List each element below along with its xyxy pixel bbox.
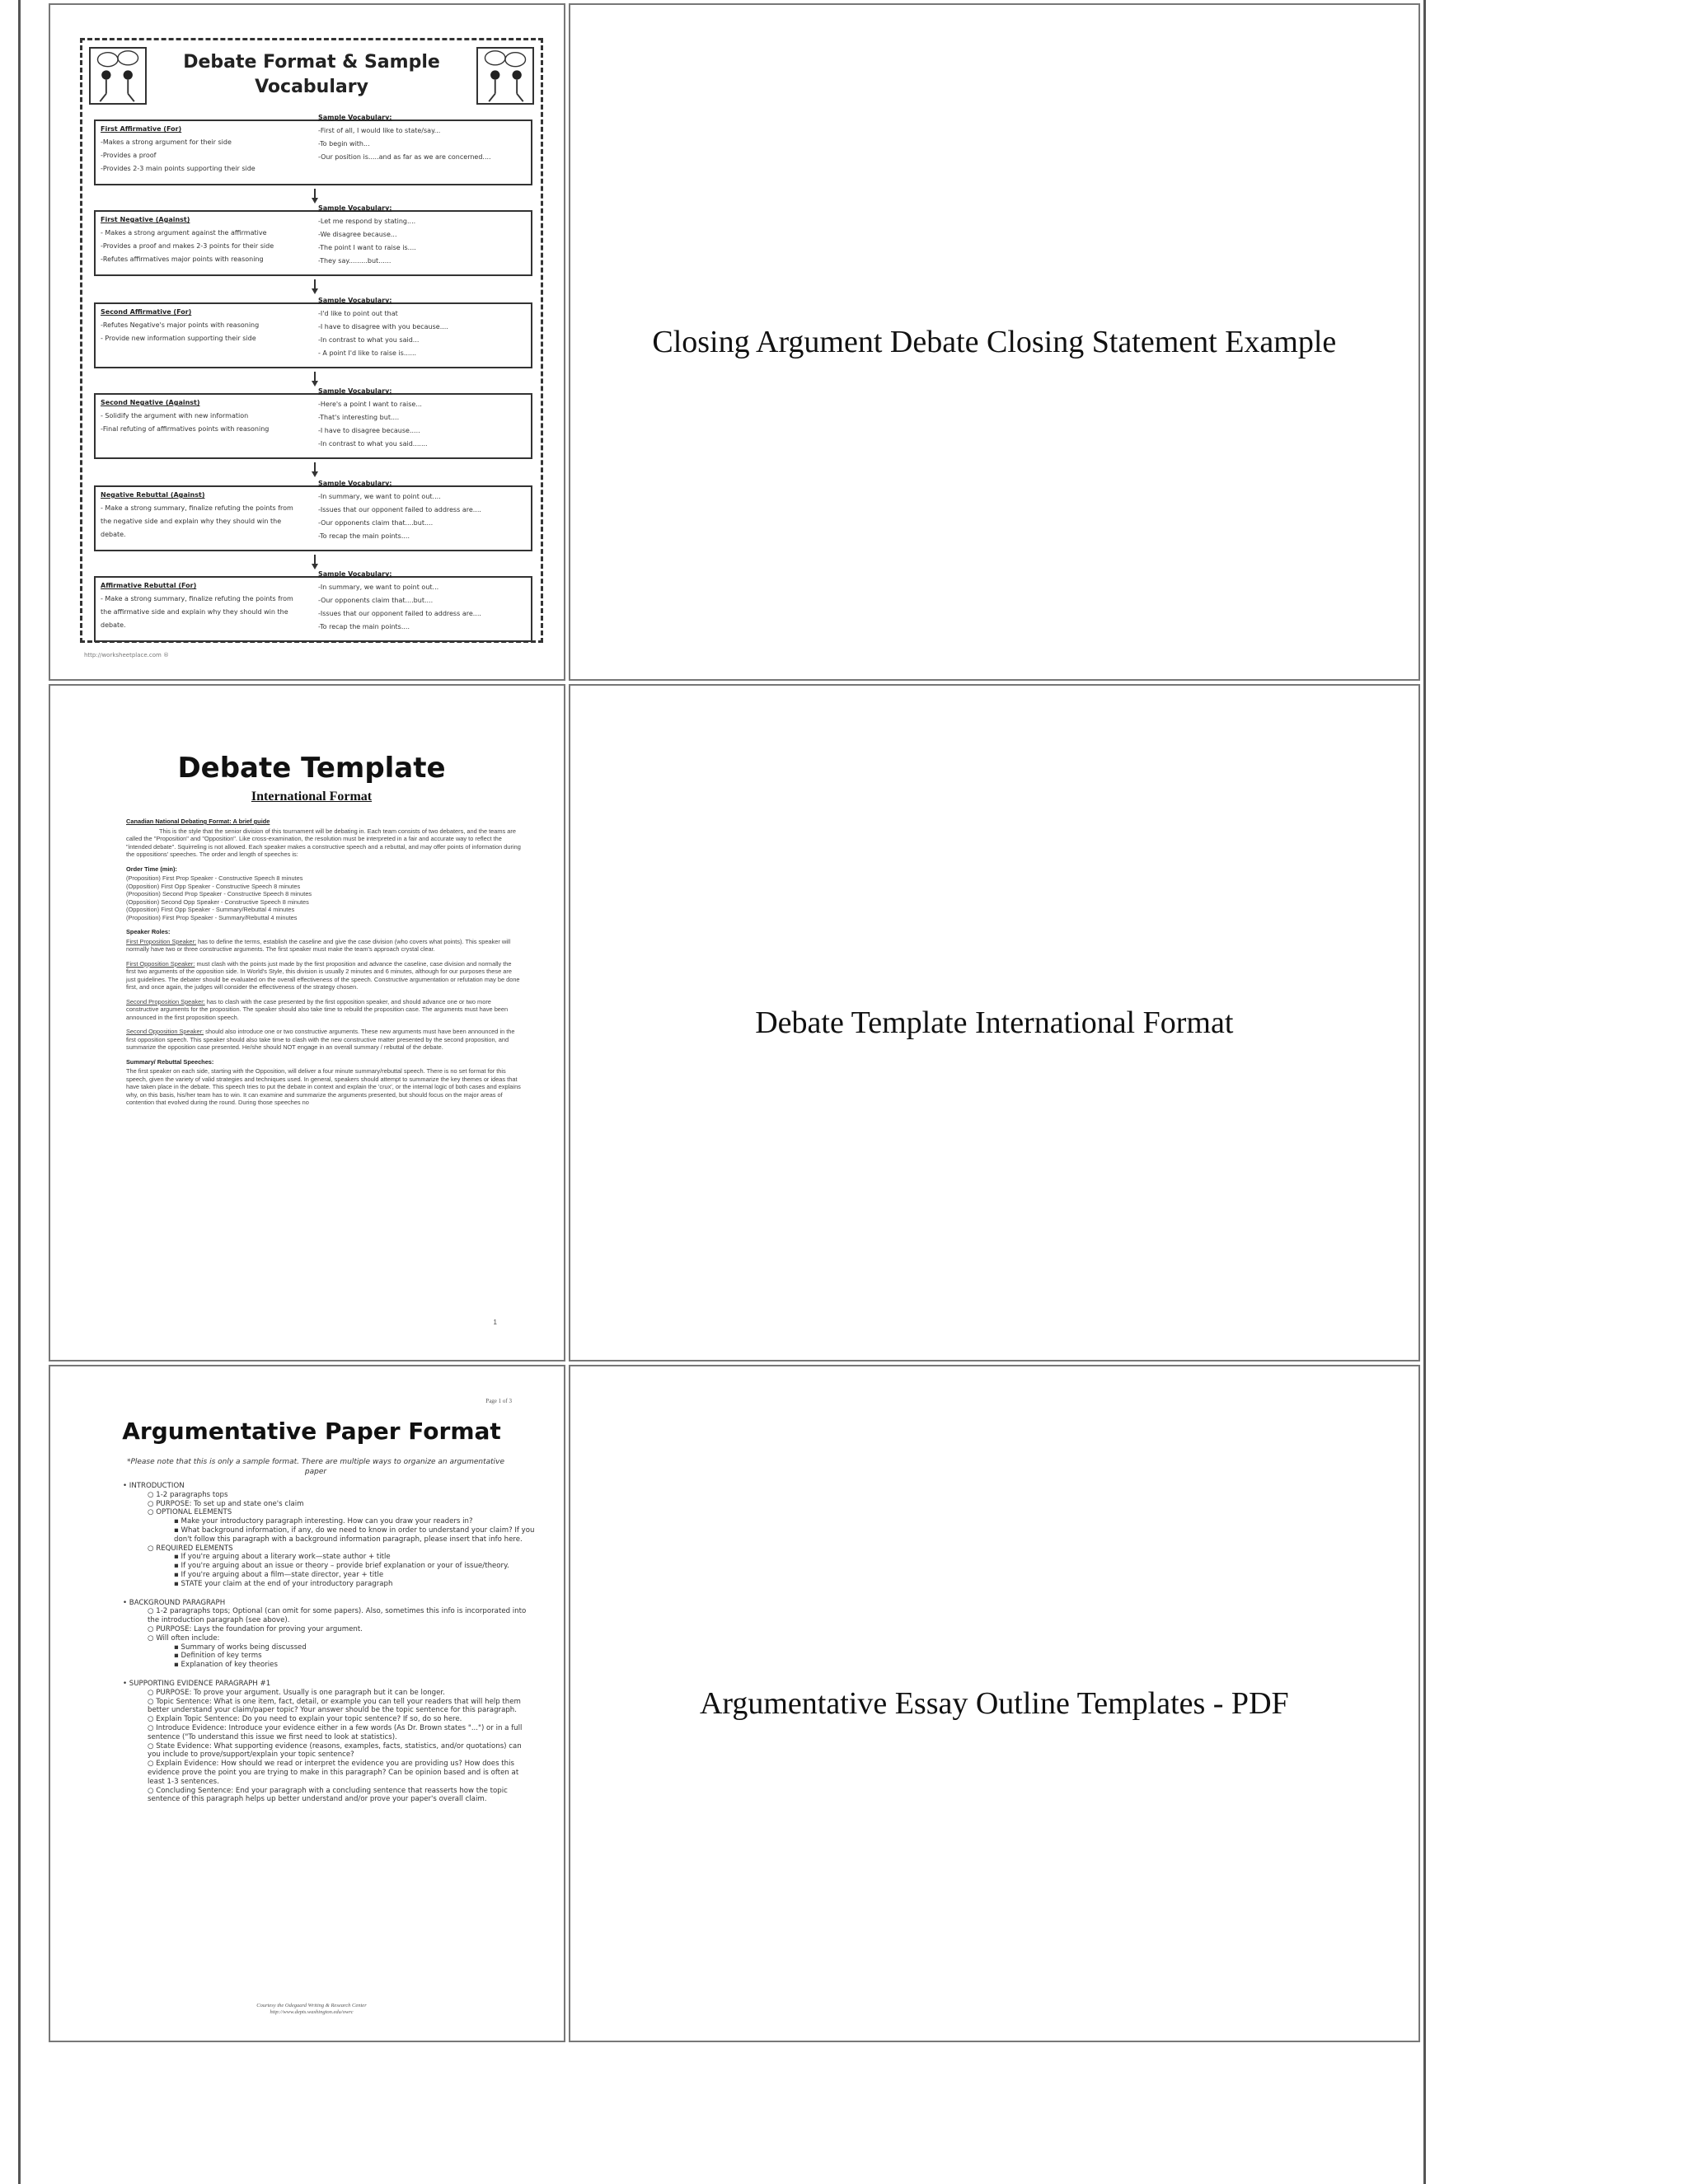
page-title: Argumentative Paper Format [122,1418,501,1445]
vocab-item: -We disagree because... [318,231,397,238]
order-item: (Opposition) First Opp Speaker - Constructive Speech 8 minutes [126,882,301,890]
page-number: 1 [493,1319,497,1326]
role-column [101,306,307,345]
role-heading: Negative Rebuttal (Against) [101,491,205,499]
argumentative-paper-page [50,1366,573,2041]
vocab-column [318,294,531,360]
role-column [101,213,307,266]
debate-format-sheet [80,38,543,658]
role-heading: First Affirmative (For) [101,125,182,133]
vocab-heading: Sample Vocabulary: [318,297,392,304]
outline-line: ○ 1-2 paragraphs tops [148,1490,228,1499]
vocab-item: -In summary, we want to point out... [318,583,439,591]
outline-line: ○ OPTIONAL ELEMENTS [148,1508,232,1517]
outline-line: ○ Explain Topic Sentence: Do you need to explain your topic sentence? If so, do so here. [148,1715,462,1724]
vocab-item: -In contrast to what you said....... [318,440,428,448]
vocab-item: -Issues that our opponent failed to address are.... [318,506,481,513]
format-box [94,480,532,551]
order-item: (Opposition) Second Opp Speaker - Constructive Speech 8 minutes [126,898,309,906]
role-point: -Provides a proof and makes 2-3 points for their side [101,242,274,250]
vocab-column [318,202,531,268]
role-heading: Second Affirmative (For) [101,308,192,316]
summary-heading: Summary/ Rebuttal Speeches: [126,1057,214,1066]
vocab-item: -Our opponents claim that....but.... [318,597,434,604]
outline-line: • INTRODUCTION [123,1482,185,1490]
role-column [101,489,307,541]
page-body [126,818,522,1113]
role-point: the negative side and explain why they should win the [101,518,282,525]
outline-line: ▪ STATE your claim at the end of your introductory paragraph [174,1579,393,1588]
role-point: debate. [101,621,126,629]
role-paragraph [126,960,522,991]
footer-line2: http://www.depts.washington.edu/owrc [270,2009,354,2015]
outline-line: ○ 1-2 paragraphs tops; Optional (can omit for some papers). Also, sometimes this info is incorporated into the introduction paragraph (see above). [148,1607,527,1625]
role-text: has to define the terms, establish the caseline and give the case division (who covers what points). This speaker will normally have two or three constructive arguments. The first speaker must make the team's approach crystal clear. [126,937,511,953]
vocab-column [318,477,531,543]
outline-line: • BACKGROUND PARAGRAPH [123,1598,226,1607]
format-box [94,570,532,642]
down-arrow-icon [312,555,318,569]
role-point: - Makes a strong argument against the affirmative [101,229,267,237]
outline-line: ▪ Definition of key terms [174,1652,262,1661]
caption-cell[interactable] [569,1365,1420,2042]
vocab-heading: Sample Vocabulary: [318,480,392,487]
outline-line: ○ State Evidence: What supporting evidence (reasons, examples, facts, statistics, and/or quotations) can you include to prove/support/explain your topic sentence? [148,1741,522,1760]
caption-text[interactable]: Closing Argument Debate Closing Statement Example [652,325,1337,359]
sheet-title-line1: Debate Format & Sample [183,52,440,73]
role-point: the affirmative side and explain why they should win the [101,608,288,616]
role-text: must clash with the points just made by the first proposition and advance the caseline, case division and normally the first two arguments of the opposition side. In World's Style, this division is usually 2 minutes and 6 minutes, although for our purposes these are just guidelines. The debater should be evaluated on the overall effectiveness of the speech. Constructive argumentation or refutation may be done first, and once again, the judges will consider the effectiveness of the strategy chosen. [126,959,520,991]
guide-heading: Canadian National Debating Format: A brief guide [126,818,270,825]
summary-paragraph: The first speaker on each side, starting with the Opposition, will deliver a four minute summary/rebuttal speech. There is no set format for this speech, given the variety of valid strategies and techniques used. In general, speakers should attempt to summarize the key themes or ideas that have taken place in the debate. This speech tries to put the debate in context and explain the 'crux', or the internal logic of both cases and explains why, on this basis, his/her team has to win. It can examine and summarize the arguments presented, but should focus on the major areas of contention that evolved during the round. During those speeches no [126,1067,521,1106]
caption-text[interactable]: Argumentative Essay Outline Templates - PDF [699,1686,1289,1721]
role-column [101,396,307,436]
format-box [94,114,532,185]
sheet-title [82,50,541,100]
page-subtitle: International Format [251,790,373,804]
vocab-item: -To begin with... [318,140,370,148]
page-label: Page 1 of 3 [485,1398,512,1404]
vocab-item: -Our opponents claim that....but.... [318,519,434,527]
outline-line: ▪ If you're arguing about an issue or theory – provide brief explanation or your of issue/theory. [174,1562,509,1571]
down-arrow-icon [312,189,318,204]
role-column [101,579,307,632]
vocab-item: -That's interesting but.... [318,414,400,421]
outline-line: ○ PURPOSE: To set up and state one's claim [148,1499,304,1508]
role-point: - Make a strong summary, finalize refuting the points from [101,595,293,602]
role-point: - Solidify the argument with new information [101,412,249,419]
grid-row [49,684,1420,1361]
outline-line: ▪ If you're arguing about a literary work—state author + title [174,1553,391,1562]
role-heading: Affirmative Rebuttal (For) [101,582,197,589]
format-box [94,297,532,368]
order-item: (Proposition) Second Prop Speaker - Constructive Speech 8 minutes [126,890,312,898]
caption-text[interactable]: Debate Template International Format [755,1005,1234,1040]
vocab-item: -The point I want to raise is.... [318,244,416,251]
role-name: Second Opposition Speaker: [126,1028,204,1035]
page-footer [50,2003,573,2016]
outline-line: ○ PURPOSE: To prove your argument. Usually is one paragraph but it can be longer. [148,1688,445,1697]
role-point: -Refutes Negative's major points with reasoning [101,321,260,329]
role-heading: Second Negative (Against) [101,399,200,406]
vocab-item: -I'd like to point out that [318,310,398,317]
intro-paragraph: This is the style that the senior division of this tournament will be debating in. Each team consists of two debaters, and the teams are called the "Proposition" and "Opposition". Like cross-examination, the resolution must be interpreted in a fair and accurate way to reflect the "intended debate". Squirreling is not allowed. Each speaker makes a constructive speech and a rebuttal, and may offer points of information during the oppositions' speeches. The order and length of speeches is: [126,827,521,858]
role-paragraph [126,938,522,954]
role-point: - Provide new information supporting their side [101,335,256,342]
format-box [94,204,532,276]
outline-body [123,1482,535,1804]
vocab-item: -To recap the main points.... [318,532,410,540]
vocab-item: -First of all, I would like to state/say... [318,127,441,134]
vocab-column [318,568,531,634]
order-item: (Opposition) First Opp Speaker - Summary/Rebuttal 4 minutes [126,906,295,913]
outline-line: ○ Topic Sentence: What is one item, fact, detail, or example you can tell your readers that will help them better understand your claim/paper topic? Your answer should be the topic sentence for this paragraph. [148,1697,521,1715]
outline-line: ○ PURPOSE: Lays the foundation for proving your argument. [148,1624,363,1633]
image-grid [45,0,1423,2046]
outline-line: ○ Explain Evidence: How should we read or interpret the evidence you are providing us? How does this evidence prove the point you are trying to make in this paragraph? Can be opinion based and is often at least 1-3 sentences. [148,1760,519,1786]
role-point: -Refutes affirmatives major points with reasoning [101,255,264,263]
vocab-item: -Our position is.....and as far as we are concerned.... [318,153,491,161]
roles-list [126,938,522,1052]
caption-cell[interactable] [569,3,1420,681]
vocab-item: -I have to disagree because..... [318,427,420,434]
role-point: -Makes a strong argument for their side [101,138,232,146]
vocab-item: -To recap the main points.... [318,623,410,630]
vocab-item: -I have to disagree with you because.... [318,323,448,330]
outline-line: ▪ What background information, if any, do we need to know in order to understand your claim? If you don't follow this paragraph with a background information paragraph, please insert that info here. [174,1526,535,1544]
vocab-heading: Sample Vocabulary: [318,204,392,212]
sheet-title-line2: Vocabulary [255,77,368,97]
outline-line: ○ Concluding Sentence: End your paragraph with a concluding sentence that reasserts how the topic sentence of this paragraph helps up better understand and/or prove your paper's overall claim. [148,1786,508,1804]
page-title: Debate Template [177,752,446,785]
thumbnail-argumentative-paper[interactable] [49,1365,565,2042]
role-point: - Make a strong summary, finalize refuting the points from [101,504,293,512]
down-arrow-icon [312,462,318,477]
source-url: http://worksheetplace.com ® [84,652,170,658]
caption-cell[interactable] [569,684,1420,1361]
vocab-item: -In contrast to what you said... [318,336,420,344]
role-paragraph [126,1028,522,1052]
vocab-column [318,111,531,164]
order-item: (Proposition) First Prop Speaker - Constructive Speech 8 minutes [126,874,303,882]
outline-line: ▪ If you're arguing about a film—state director, year + title [174,1570,384,1579]
vocab-column [318,385,531,451]
page-frame [18,0,1426,2184]
vocab-heading: Sample Vocabulary: [318,387,392,395]
outline-line: ○ REQUIRED ELEMENTS [148,1544,233,1553]
roles-heading: Speaker Roles: [126,928,171,935]
order-heading: Order Time (min): [126,865,177,873]
order-item: (Proposition) First Prop Speaker - Summary/Rebuttal 4 minutes [126,913,298,921]
grid-row [49,1365,1420,2042]
outline-spacer [123,1589,535,1599]
down-arrow-icon [312,372,318,387]
role-text: has to clash with the case presented by the first opposition speaker, and should advance one or two more constructive arguments for the proposition. The speaker should also take time to rebuild the proposition case. The arguments must have been announced in the first proposition speech. [126,997,509,1021]
outline-line: ▪ Explanation of key theories [174,1661,278,1670]
down-arrow-icon [312,279,318,294]
debate-template-page [50,686,573,1360]
vocab-item: -In summary, we want to point out.... [318,493,441,500]
outline-spacer [123,1670,535,1680]
vocab-item: -Here's a point I want to raise... [318,401,422,408]
role-text: should also introduce one or two constructive arguments. These new arguments must have been announced in the first opposition speech. This speaker should also take time to clash with the new constructive matter presented by the second proposition, and summarize the opposition case presented. He/she should NOT engage in an overall summary / rebuttal of the debate. [126,1028,515,1051]
role-point: -Provides a proof [101,152,157,159]
vocab-item: -They say.........but...... [318,257,392,265]
role-paragraph [126,998,522,1022]
role-point: -Provides 2-3 main points supporting their side [101,165,256,172]
vocab-item: - A point I'd like to raise is...... [318,349,417,357]
role-name: First Proposition Speaker: [126,937,197,945]
outline-line: • SUPPORTING EVIDENCE PARAGRAPH #1 [123,1679,271,1688]
role-heading: First Negative (Against) [101,216,190,223]
role-name: Second Proposition Speaker: [126,997,205,1005]
outline-line: ▪ Make your introductory paragraph interesting. How can you draw your readers in? [174,1517,473,1526]
footer-line1: Courtesy the Odegaard Writing & Research Center [256,2003,367,2008]
vocab-item: -Let me respond by stating.... [318,218,416,225]
order-list [126,874,522,921]
role-name: First Opposition Speaker: [126,959,195,968]
vocab-heading: Sample Vocabulary: [318,570,392,578]
thumbnail-debate-format[interactable] [49,3,565,681]
role-point: debate. [101,531,126,538]
thumbnail-debate-template[interactable] [49,684,565,1361]
grid-row [49,3,1420,681]
outline-line: ○ Will often include: [148,1633,220,1643]
role-column [101,123,307,176]
role-point: -Final refuting of affirmatives points with reasoning [101,425,270,433]
page-note: *Please note that this is only a sample format. There are multiple ways to organize an argumentative paper [126,1458,505,1476]
vocab-item: -Issues that our opponent failed to address are.... [318,610,481,617]
format-box [94,387,532,459]
outline-line: ▪ Summary of works being discussed [174,1643,307,1652]
vocab-heading: Sample Vocabulary: [318,114,392,121]
outline-line: ○ Introduce Evidence: Introduce your evidence either in a few words (As Dr. Brown states "...") or in a full sentence ("To understand this issue we first need to look at statistics). [148,1723,523,1741]
